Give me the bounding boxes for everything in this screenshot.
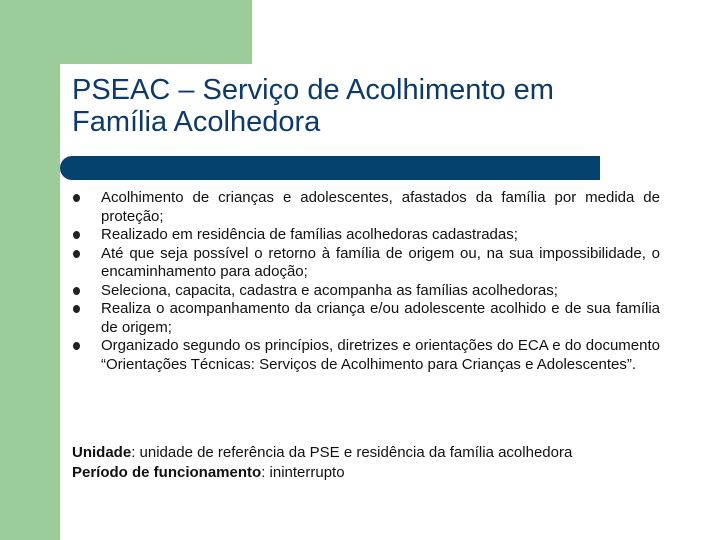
bullet-text: Seleciona, capacita, cadastra e acompanha as famílias acolhedoras; — [101, 281, 558, 299]
footer-info — [72, 443, 672, 483]
bullet-item — [72, 300, 660, 337]
bullet-item — [72, 282, 660, 301]
bullet-dot-icon — [73, 250, 80, 258]
bullet-item — [72, 189, 660, 226]
bullet-text: Realizado em residência de famílias acolhedoras cadastradas; — [101, 226, 518, 243]
bullet-list — [72, 189, 660, 374]
bullet-text: Até que seja possível o retorno à família de origem ou, na sua impossibilidade, o encaminhamento para adoção; — [101, 244, 660, 280]
bullet-text: Acolhimento de crianças e adolescentes, afastados da família por medida de proteção; — [101, 189, 660, 225]
periodo-label: Período de funcionamento — [72, 464, 262, 481]
bullet-dot-icon — [73, 194, 80, 202]
green-side-strip — [0, 64, 60, 540]
bullet-dot-icon — [73, 305, 80, 313]
bullet-text: Organizado segundo os princípios, diretrizes e orientações do ECA e do documento “Orientações Técnicas: Serviços de Acolhimento para Crianças e Adolescentes”. — [101, 337, 660, 373]
slide-title-line-2: Família Acolhedora — [72, 106, 321, 138]
green-corner-decoration — [0, 0, 252, 64]
unidade-value: : unidade de referência da PSE e residência da família acolhedora — [131, 444, 573, 461]
slide-title — [72, 74, 672, 138]
bullet-dot-icon — [73, 231, 80, 239]
periodo-row — [72, 463, 672, 483]
title-underline-bar — [60, 156, 600, 180]
bullet-dot-icon — [73, 287, 80, 295]
unidade-row — [72, 443, 672, 463]
unidade-label: Unidade — [72, 444, 132, 461]
bullet-item — [72, 337, 660, 374]
slide-title-line-1: PSEAC – Serviço de Acolhimento em — [72, 74, 554, 106]
bullet-text: Realiza o acompanhamento da criança e/ou adolescente acolhido e de sua família de origem; — [101, 300, 660, 336]
periodo-value: : ininterrupto — [261, 464, 345, 481]
bullet-dot-icon — [73, 342, 80, 350]
bullet-item — [72, 226, 660, 245]
bullet-item — [72, 245, 660, 282]
